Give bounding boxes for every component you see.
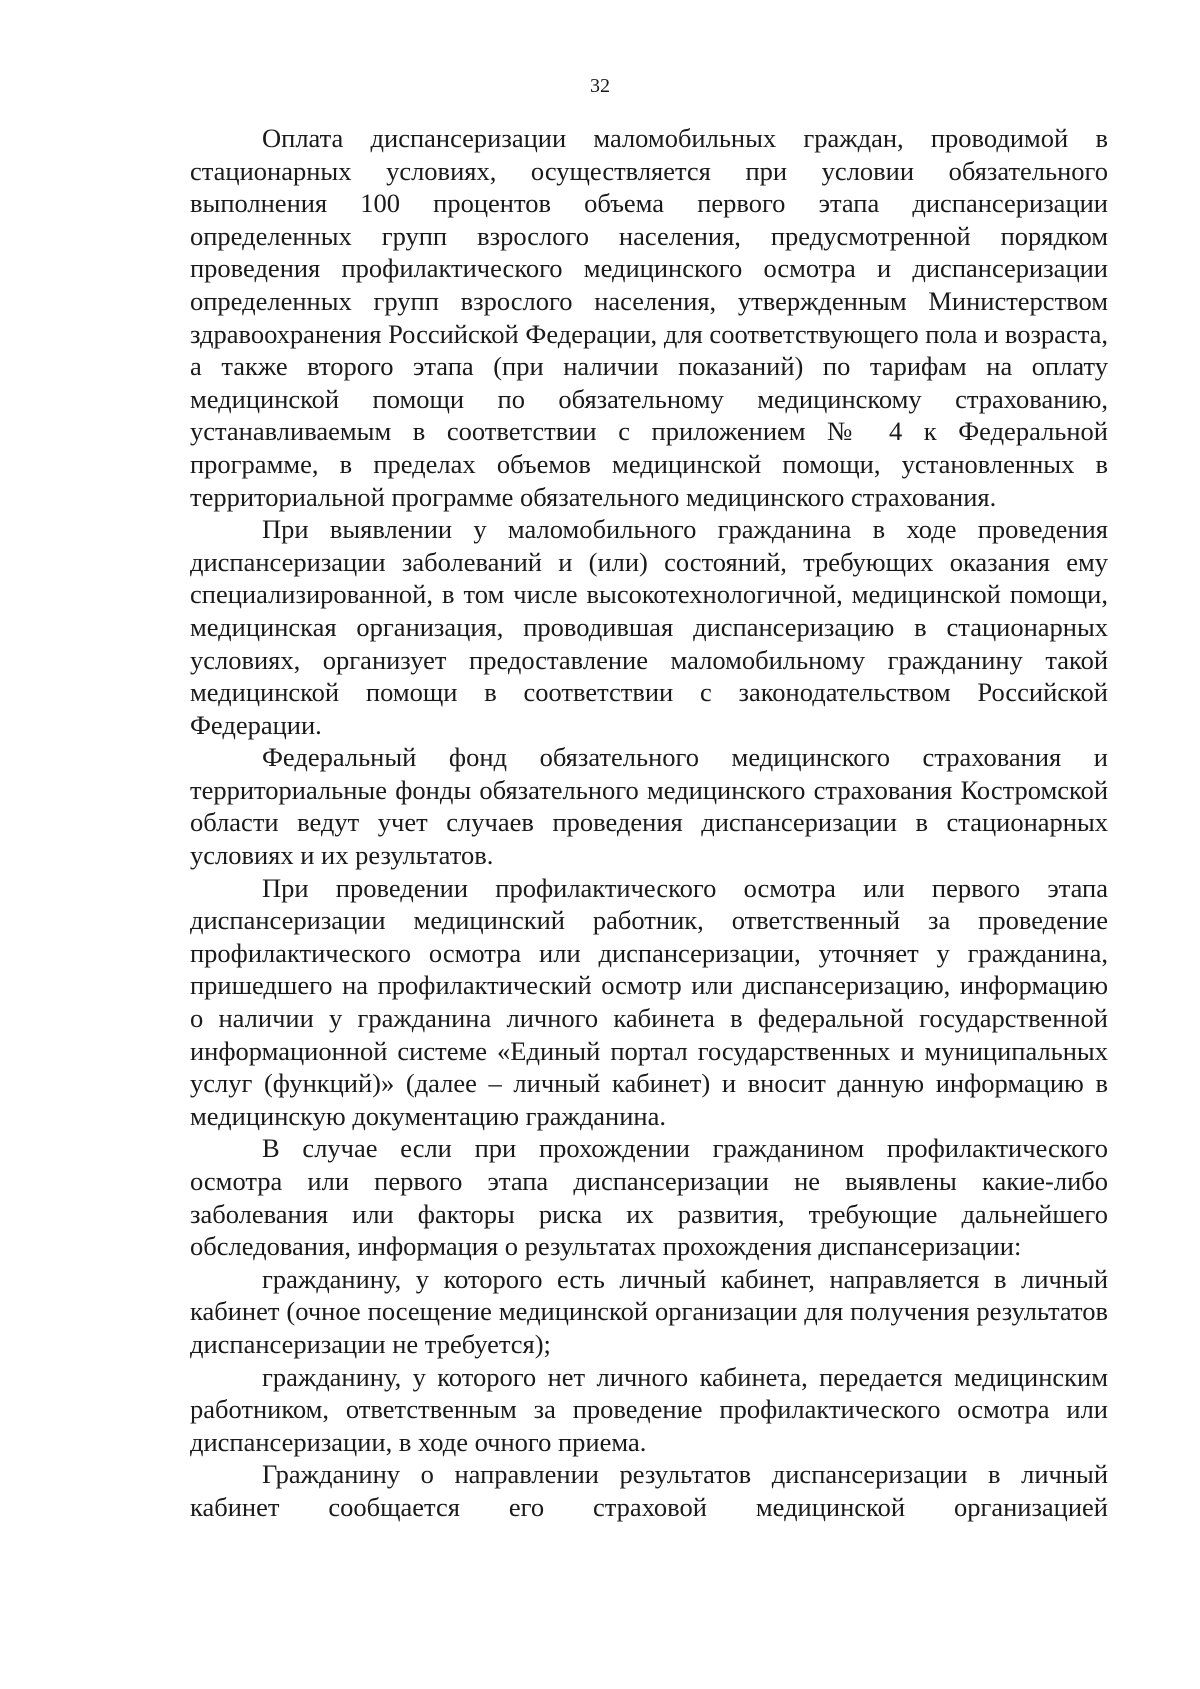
paragraph-without-account: гражданину, у которого нет личного кабинета, передается медицинским работником, ответственным за проведение профилактического осмотра или диспансеризации, в ходе очного приема. — [190, 1361, 1108, 1457]
page-number: 32 — [590, 75, 610, 97]
paragraph-with-account: гражданину, у которого есть личный кабинет, направляется в личный кабинет (очное посещение медицинской организации для получения результатов диспансеризации не требуется); — [190, 1263, 1108, 1359]
document-body — [190, 122, 1108, 1524]
paragraph-notification: Гражданину о направлении результатов диспансеризации в личный кабинет сообщается его страховой медицинской организацией — [190, 1459, 1108, 1522]
paragraph-results-info: В случае если при прохождении гражданином профилактического осмотра или первого этапа диспансеризации не выявлены какие-либо заболевания или факторы риска их развития, требующие дальнейшего обследования, информация о результатах прохождения диспансеризации: — [190, 1133, 1108, 1262]
paragraph-insurance-fund-records: Федеральный фонд обязательного медицинского страхования и территориальные фонды обязательного медицинского страхования Костромской области ведут учет случаев проведения диспансеризации в стационарных условиях и их результатов. — [190, 742, 1108, 871]
paragraph-personal-account-check: При проведении профилактического осмотра или первого этапа диспансеризации медицинский работник, ответственный за проведение профилактического осмотра или диспансеризации, уточняет у гражданина, пришедшего на профилактический осмотр или диспансеризацию, информацию о наличии у гражданина личного кабинета в федеральной государственной информационной системе «Единый портал государственных и муниципальных услуг (функций)» (далее – личный кабинет) и вносит данную информацию в медицинскую документацию гражданина. — [190, 872, 1108, 1131]
paragraph-specialized-care: При выявлении у маломобильного гражданина в ходе проведения диспансеризации заболеваний и (или) состояний, требующих оказания ему специализированной, в том числе высокотехнологичной, медицинской помощи, медицинская организация, проводившая диспансеризацию в стационарных условиях, организует предоставление маломобильному гражданину такой медицинской помощи в соответствии с законодательством Российской Федерации. — [190, 514, 1108, 740]
paragraph-dispensary-payment: Оплата диспансеризации маломобильных граждан, проводимой в стационарных условиях, осуществляется при условии обязательного выполнения 100 процентов объема первого этапа диспансеризации определенных групп взрослого населения, предусмотренной порядком проведения профилактического медицинского осмотра и диспансеризации определенных групп взрослого населения, утвержденным Министерством здравоохранения Российской Федерации, для соответствующего пола и возраста, а также второго этапа (при наличии показаний) по тарифам на оплату медицинской помощи по обязательному медицинскому страхованию, устанавливаемым в соответствии с приложением № 4 к Федеральной программе, в пределах объемов медицинской помощи, установленных в территориальной программе обязательного медицинского страхования. — [190, 123, 1108, 512]
